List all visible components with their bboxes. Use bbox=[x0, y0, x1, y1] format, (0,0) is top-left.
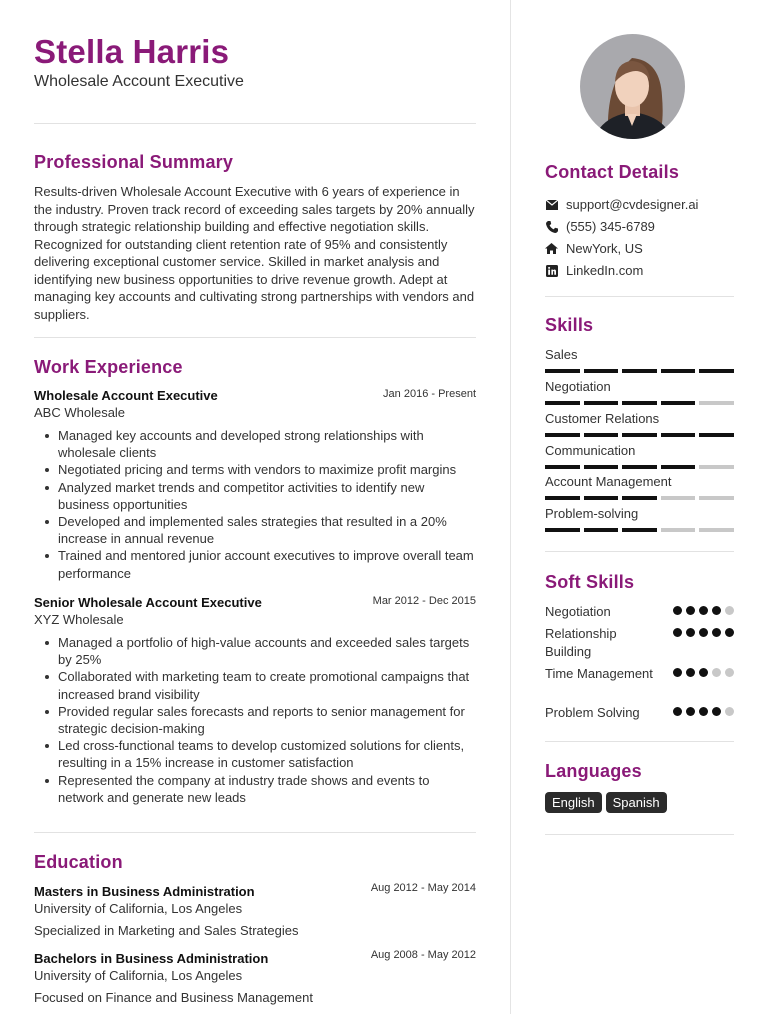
skill-level-segment bbox=[661, 401, 696, 405]
job-bullet: Trained and mentored junior account executives to improve overall team performance bbox=[58, 547, 476, 581]
job-bullet: Analyzed market trends and competitor activities to identify new business opportunities bbox=[58, 479, 476, 513]
degree-date: Aug 2012 - May 2014 bbox=[370, 882, 476, 894]
skill-name: Communication bbox=[545, 443, 636, 458]
degree-note: Specialized in Marketing and Sales Strategies bbox=[34, 923, 299, 938]
job-title: Wholesale Account Executive bbox=[34, 388, 218, 403]
skill-level-segment bbox=[584, 465, 619, 469]
skill-level-segment bbox=[622, 433, 657, 437]
job-company: ABC Wholesale bbox=[34, 405, 126, 420]
soft-skill-rating bbox=[673, 707, 734, 716]
contact-linkedin-text: LinkedIn.com bbox=[566, 263, 644, 278]
skill-level-segment bbox=[622, 401, 657, 405]
job-bullet: Negotiated pricing and terms with vendors to maximize profit margins bbox=[58, 461, 476, 478]
soft-skill-name: Problem Solving bbox=[545, 705, 640, 720]
skill-level-segment bbox=[661, 496, 696, 500]
rating-dot bbox=[725, 668, 734, 677]
skill-level-segment bbox=[661, 369, 696, 373]
degree-note: Focused on Finance and Business Management bbox=[34, 990, 313, 1005]
rating-dot bbox=[673, 707, 682, 716]
skill-level-segment bbox=[545, 496, 580, 500]
home-icon bbox=[545, 242, 558, 255]
summary-divider bbox=[34, 337, 476, 338]
skill-level-segment bbox=[699, 528, 734, 532]
skill-level-bar bbox=[545, 401, 734, 405]
rating-dot bbox=[712, 707, 721, 716]
degree-title: Masters in Business Administration bbox=[34, 884, 255, 899]
skill-level-segment bbox=[584, 496, 619, 500]
rating-dot bbox=[699, 606, 708, 615]
soft-skill-rating bbox=[673, 668, 734, 677]
skill-level-bar bbox=[545, 528, 734, 532]
job-bullets bbox=[34, 634, 476, 806]
envelope-icon bbox=[545, 198, 558, 211]
rating-dot bbox=[686, 628, 695, 637]
phone-icon bbox=[545, 220, 558, 233]
language-tags bbox=[545, 792, 667, 813]
summary-heading: Professional Summary bbox=[34, 152, 234, 172]
rating-dot bbox=[699, 628, 708, 637]
languages-heading: Languages bbox=[545, 761, 642, 781]
soft-skill-name: Negotiation bbox=[545, 604, 611, 619]
rating-dot bbox=[673, 668, 682, 677]
skill-level-segment bbox=[584, 433, 619, 437]
degree-date: Aug 2008 - May 2012 bbox=[370, 949, 476, 961]
education-heading: Education bbox=[34, 852, 123, 872]
skill-name: Problem-solving bbox=[545, 506, 639, 521]
job-date: Mar 2012 - Dec 2015 bbox=[372, 595, 476, 607]
summary-text: Results-driven Wholesale Account Executive with 6 years of experience in the industry. Proven track record of exceeding sales targets by 20% annually through strategic relationship building and effective negotiation skills. Recognized for outstanding client retention rate of 95% and consistently delivering exceptional customer service. Skilled in market analysis and identifying new business opportunities to drive revenue growth. Adept at managing key accounts and cultivating strong partnerships with vendors and suppliers. bbox=[34, 184, 475, 322]
candidate-title: Wholesale Account Executive bbox=[34, 73, 244, 90]
skill-name: Sales bbox=[545, 347, 578, 362]
skills-heading: Skills bbox=[545, 315, 594, 335]
contact-heading: Contact Details bbox=[545, 162, 680, 182]
soft-skill-rating bbox=[673, 606, 734, 615]
contact-linkedin[interactable] bbox=[545, 263, 643, 278]
contact-email-text: support@cvdesigner.ai bbox=[566, 197, 699, 212]
contact-email[interactable] bbox=[545, 197, 698, 212]
job-bullet: Developed and implemented sales strategies that resulted in a 20% increase in annual revenue bbox=[58, 513, 476, 547]
school-name: University of California, Los Angeles bbox=[34, 901, 243, 916]
school-name: University of California, Los Angeles bbox=[34, 968, 243, 983]
skill-level-segment bbox=[545, 369, 580, 373]
skill-level-bar bbox=[545, 433, 734, 437]
skill-level-segment bbox=[545, 465, 580, 469]
skill-level-segment bbox=[622, 496, 657, 500]
soft-skill-name: Relationship Building bbox=[545, 626, 617, 659]
skill-level-segment bbox=[545, 401, 580, 405]
rating-dot bbox=[686, 668, 695, 677]
experience-heading: Work Experience bbox=[34, 357, 183, 377]
skill-level-bar bbox=[545, 369, 734, 373]
profile-photo bbox=[580, 34, 685, 139]
skill-level-segment bbox=[622, 369, 657, 373]
rating-dot bbox=[686, 707, 695, 716]
rating-dot bbox=[725, 628, 734, 637]
rating-dot bbox=[712, 668, 721, 677]
skill-level-segment bbox=[699, 401, 734, 405]
soft-skill-name: Time Management bbox=[545, 666, 653, 681]
skill-level-segment bbox=[699, 369, 734, 373]
job-title: Senior Wholesale Account Executive bbox=[34, 595, 262, 610]
rating-dot bbox=[725, 707, 734, 716]
job-bullets bbox=[34, 427, 476, 582]
job-bullet: Provided regular sales forecasts and reports to senior management for strategic decision-making bbox=[58, 703, 476, 737]
job-company: XYZ Wholesale bbox=[34, 612, 124, 627]
skill-level-segment bbox=[661, 465, 696, 469]
skill-level-segment bbox=[622, 528, 657, 532]
skill-level-segment bbox=[699, 465, 734, 469]
rating-dot bbox=[699, 707, 708, 716]
skill-name: Account Management bbox=[545, 474, 672, 489]
rating-dot bbox=[712, 628, 721, 637]
rating-dot bbox=[673, 628, 682, 637]
contact-phone[interactable] bbox=[545, 219, 655, 234]
skill-level-segment bbox=[622, 465, 657, 469]
contact-location-text: NewYork, US bbox=[566, 241, 643, 256]
skill-name: Negotiation bbox=[545, 379, 611, 394]
skill-name: Customer Relations bbox=[545, 411, 660, 426]
skill-level-segment bbox=[584, 369, 619, 373]
column-divider bbox=[510, 0, 511, 1014]
skills-divider bbox=[545, 551, 734, 552]
skill-level-segment bbox=[584, 528, 619, 532]
job-date: Jan 2016 - Present bbox=[383, 388, 476, 400]
experience-divider bbox=[34, 832, 476, 833]
job-bullet: Represented the company at industry trade shows and events to network and generate new leads bbox=[58, 772, 476, 806]
job-bullet: Managed key accounts and developed strong relationships with wholesale clients bbox=[58, 427, 476, 461]
skill-level-segment bbox=[661, 433, 696, 437]
language-tag: English bbox=[545, 792, 602, 813]
rating-dot bbox=[699, 668, 708, 677]
skill-level-segment bbox=[661, 528, 696, 532]
candidate-name: Stella Harris bbox=[34, 33, 230, 70]
languages-divider bbox=[545, 834, 734, 835]
header-divider bbox=[34, 123, 476, 124]
rating-dot bbox=[712, 606, 721, 615]
job-bullet: Led cross-functional teams to develop customized solutions for clients, resulting in a 15% increase in customer satisfaction bbox=[58, 737, 476, 771]
skill-level-segment bbox=[545, 528, 580, 532]
contact-location bbox=[545, 241, 643, 256]
rating-dot bbox=[673, 606, 682, 615]
contact-phone-text: (555) 345-6789 bbox=[566, 219, 655, 234]
soft-skill-rating bbox=[673, 628, 734, 637]
skill-level-segment bbox=[545, 433, 580, 437]
contact-divider bbox=[545, 296, 734, 297]
linkedin-icon bbox=[545, 264, 558, 277]
soft-skills-divider bbox=[545, 741, 734, 742]
rating-dot bbox=[725, 606, 734, 615]
degree-title: Bachelors in Business Administration bbox=[34, 951, 269, 966]
skill-level-bar bbox=[545, 496, 734, 500]
skill-level-bar bbox=[545, 465, 734, 469]
skill-level-segment bbox=[699, 433, 734, 437]
skill-level-segment bbox=[699, 496, 734, 500]
skill-level-segment bbox=[584, 401, 619, 405]
job-bullet: Managed a portfolio of high-value accounts and exceeded sales targets by 25% bbox=[58, 634, 476, 668]
rating-dot bbox=[686, 606, 695, 615]
job-bullet: Collaborated with marketing team to create promotional campaigns that increased brand visibility bbox=[58, 668, 476, 702]
language-tag: Spanish bbox=[606, 792, 667, 813]
soft-skills-heading: Soft Skills bbox=[545, 572, 635, 592]
